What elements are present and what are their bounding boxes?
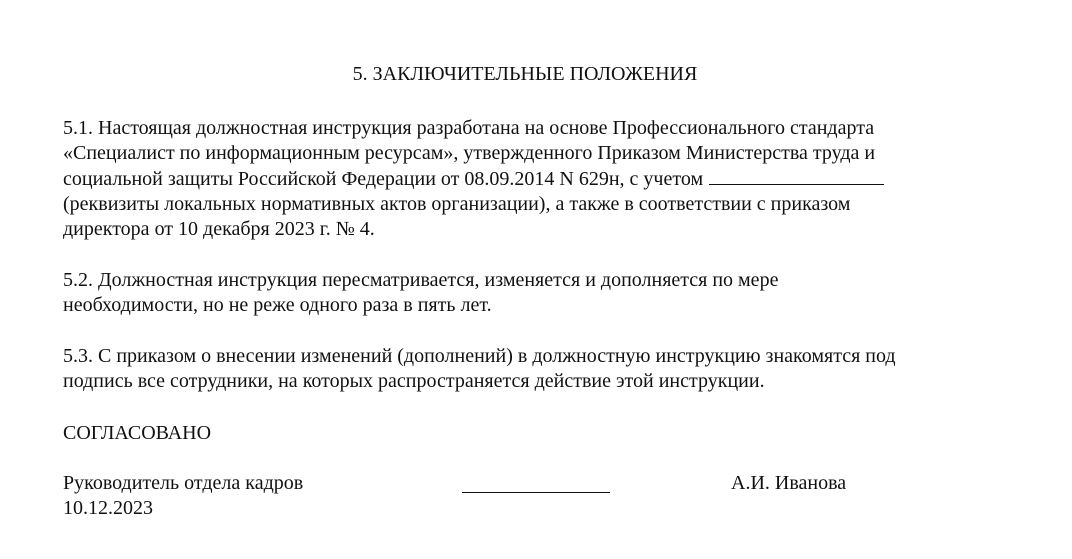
paragraph-5-1 bbox=[63, 116, 1023, 242]
paragraph-5-3 bbox=[63, 344, 1023, 394]
paragraph-line: необходимости, но не реже одного раза в пять лет. bbox=[63, 294, 492, 316]
paragraph-line: 5.3. С приказом о внесении изменений (дополнений) в должностную инструкцию знакомятся под bbox=[63, 345, 896, 367]
paragraph-line: (реквизиты локальных нормативных актов организации), а также в соответствии с приказом bbox=[63, 193, 851, 215]
approval-heading: СОГЛАСОВАНО bbox=[63, 422, 212, 444]
paragraph-line: 5.2. Должностная инструкция пересматривается, изменяется и дополняется по мере bbox=[63, 269, 779, 291]
paragraph-line bbox=[63, 166, 1023, 192]
paragraph-line: 5.1. Настоящая должностная инструкция разработана на основе Профессионального стандарта bbox=[63, 117, 875, 139]
paragraph-line-text: социальной защиты Российской Федерации от 08.09.2014 N 629н, с учетом bbox=[63, 168, 704, 190]
section-title: 5. ЗАКЛЮЧИТЕЛЬНЫЕ ПОЛОЖЕНИЯ bbox=[352, 63, 698, 85]
paragraph-line: «Специалист по информационным ресурсам», утвержденного Приказом Министерства труда и bbox=[63, 142, 876, 164]
approver-name: А.И. Иванова bbox=[731, 472, 847, 494]
blank-fill-field[interactable] bbox=[709, 166, 884, 185]
approval-date: 10.12.2023 bbox=[63, 497, 153, 519]
signature-line[interactable] bbox=[462, 492, 610, 493]
paragraph-5-2 bbox=[63, 268, 1023, 318]
approver-role: Руководитель отдела кадров bbox=[63, 472, 304, 494]
paragraph-line: директора от 10 декабря 2023 г. № 4. bbox=[63, 218, 375, 240]
paragraph-line: подпись все сотрудники, на которых распространяется действие этой инструкции. bbox=[63, 370, 765, 392]
